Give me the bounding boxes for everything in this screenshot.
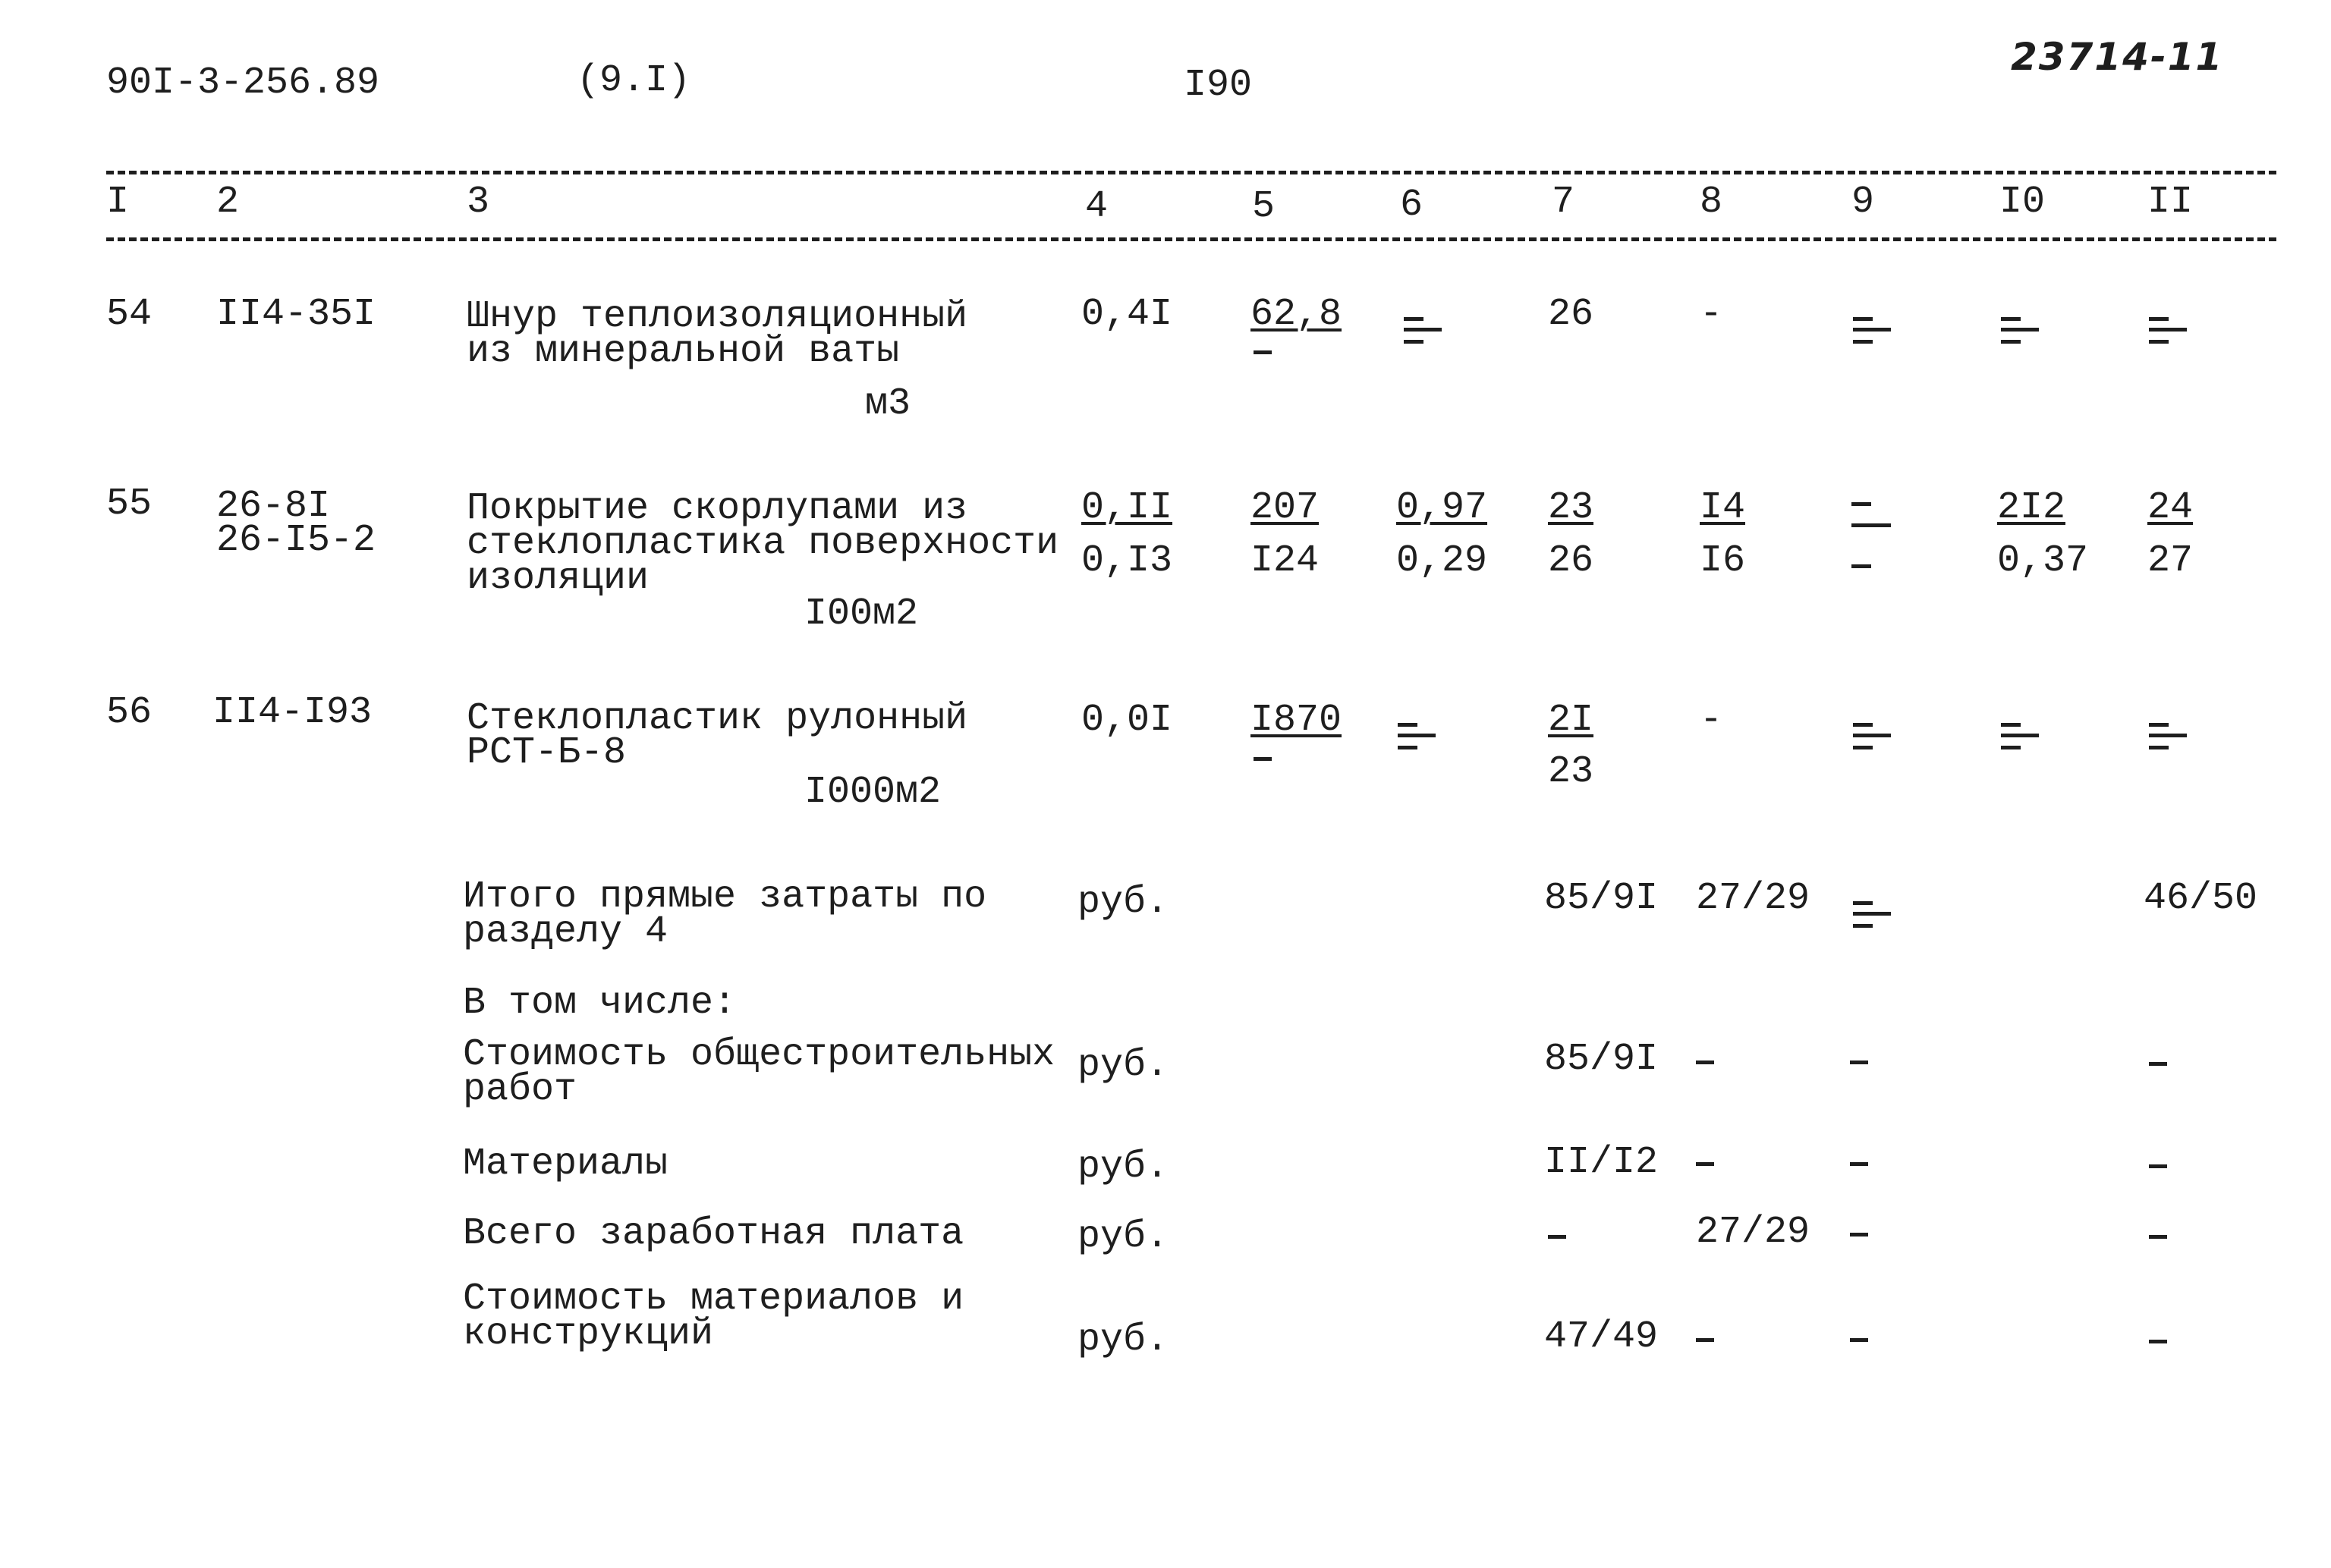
unit-label: руб. xyxy=(1077,1145,1169,1189)
item-code: 26-I5-2 xyxy=(216,519,376,562)
wages-cell-bottom: I6 xyxy=(1700,539,1746,583)
ditto-mark xyxy=(1851,311,1889,349)
dash-mark xyxy=(1851,502,1871,506)
materials-constructions-label: конструкций xyxy=(463,1312,714,1356)
column-header: 3 xyxy=(467,181,490,224)
unit-label: руб. xyxy=(1077,881,1169,924)
direct-costs-label: разделу 4 xyxy=(463,910,668,954)
document-code: 90I-3-256.89 xyxy=(106,61,380,105)
item-name-line: из минеральной ваты xyxy=(467,330,900,373)
column-header: 5 xyxy=(1252,185,1276,228)
dash-mark xyxy=(1850,1338,1868,1342)
overhead-cell-top: 24 xyxy=(2147,486,2194,529)
unit-cost-cell: 62,8 xyxy=(1250,293,1342,336)
item-code: 26-8I xyxy=(216,485,331,528)
item-code: II4-I93 xyxy=(212,691,373,734)
quantity-cell: 0,4I xyxy=(1081,293,1173,336)
ditto-mark xyxy=(1851,895,1889,933)
unit-cost-cell: I870 xyxy=(1250,699,1342,742)
ditto-mark xyxy=(1851,717,1889,755)
dash-mark xyxy=(1850,1061,1868,1064)
item-name-line: стеклопластика поверхности xyxy=(467,522,1059,565)
header-rule-top xyxy=(106,171,2276,174)
dash-mark xyxy=(1254,757,1272,761)
dash-mark xyxy=(1696,1338,1714,1342)
ditto-mark xyxy=(2147,311,2185,349)
overhead-cell-bottom: 27 xyxy=(2147,539,2194,583)
ditto-mark xyxy=(1402,311,1440,349)
unit-cost-cell-bottom: I24 xyxy=(1250,539,1320,583)
total-cost-cell-top: 2I xyxy=(1548,699,1594,742)
total-cost-cell: 85/9I xyxy=(1544,877,1659,920)
machine-cell-top: 2I2 xyxy=(1997,486,2066,529)
section-number: (9.I) xyxy=(577,59,691,102)
dash-mark xyxy=(2149,1062,2167,1066)
total-cost-cell-bottom: 26 xyxy=(1548,539,1594,583)
machine-cell-bottom: 0,37 xyxy=(1997,539,2089,583)
unit-cost-cell-top: 207 xyxy=(1250,486,1320,529)
labor-cell-bottom: 0,29 xyxy=(1396,539,1488,583)
total-cost-cell-top: 23 xyxy=(1548,486,1594,529)
ditto-mark xyxy=(1999,717,2037,755)
dash-mark xyxy=(1696,1061,1714,1064)
quantity-cell-bottom: 0,I3 xyxy=(1081,539,1173,583)
handwritten-inventory-number: 23714-11 xyxy=(2011,35,2224,79)
dash-mark xyxy=(1851,523,1891,527)
column-header: 6 xyxy=(1400,184,1423,227)
general-works-label: работ xyxy=(463,1068,577,1111)
column-header: II xyxy=(2147,181,2194,224)
item-name-line: Покрытие скорлупами из xyxy=(467,487,968,530)
dash-mark xyxy=(1548,1235,1566,1239)
quantity-cell: 0,0I xyxy=(1081,699,1173,742)
wages-cell: 27/29 xyxy=(1696,1211,1810,1254)
page-number: I90 xyxy=(1184,64,1253,107)
item-name-line: Шнур теплоизоляционный xyxy=(467,295,968,338)
dash-mark xyxy=(2149,1164,2167,1168)
column-header: 4 xyxy=(1085,185,1109,228)
general-works-label: Стоимость общестроительных xyxy=(463,1033,1055,1076)
column-header: I xyxy=(106,181,130,224)
direct-costs-label: Итого прямые затраты по xyxy=(463,875,987,919)
including-label: В том числе: xyxy=(463,982,737,1025)
total-cost-cell: 26 xyxy=(1548,293,1594,336)
dash-mark xyxy=(2149,1340,2167,1343)
total-cost-cell-bottom: 23 xyxy=(1548,750,1594,793)
dash-mark xyxy=(1254,350,1272,354)
row-number: 54 xyxy=(106,293,153,336)
column-header: 9 xyxy=(1851,181,1875,224)
item-unit: I00м2 xyxy=(804,592,919,636)
total-cost-cell: II/I2 xyxy=(1544,1141,1659,1184)
item-unit: I000м2 xyxy=(804,771,942,814)
row-number: 56 xyxy=(106,691,153,734)
unit-label: руб. xyxy=(1077,1318,1169,1362)
ditto-mark xyxy=(1396,717,1434,755)
total-cost-cell: 85/9I xyxy=(1544,1038,1659,1081)
item-name-line: РСТ-Б-8 xyxy=(467,731,627,775)
dash-mark xyxy=(1850,1233,1868,1236)
column-header: 8 xyxy=(1700,181,1723,224)
total-cost-cell: 47/49 xyxy=(1544,1315,1659,1359)
ditto-mark xyxy=(1999,311,2037,349)
row-number: 55 xyxy=(106,482,153,526)
item-name-line: Стеклопластик рулонный xyxy=(467,697,968,740)
wages-cell: 27/29 xyxy=(1696,877,1810,920)
dash-mark xyxy=(2149,1235,2167,1239)
dash-mark xyxy=(1850,1162,1868,1166)
labor-cell-top: 0,97 xyxy=(1396,486,1488,529)
unit-label: руб. xyxy=(1077,1215,1169,1258)
column-header: 2 xyxy=(216,181,240,224)
wages-label: Всего заработная плата xyxy=(463,1212,964,1255)
item-name-line: изоляции xyxy=(467,557,650,600)
item-unit: м3 xyxy=(865,382,911,426)
header-rule-bottom xyxy=(106,237,2276,241)
materials-label: Материалы xyxy=(463,1142,668,1186)
ditto-mark xyxy=(2147,717,2185,755)
column-header: I0 xyxy=(1999,181,2046,224)
column-header: 7 xyxy=(1552,181,1575,224)
wages-cell: - xyxy=(1700,293,1723,336)
wages-cell: - xyxy=(1700,699,1723,742)
dash-mark xyxy=(1851,564,1871,568)
quantity-cell-top: 0,II xyxy=(1081,486,1173,529)
unit-label: руб. xyxy=(1077,1044,1169,1087)
materials-constructions-label: Стоимость материалов и xyxy=(463,1277,964,1321)
wages-cell-top: I4 xyxy=(1700,486,1746,529)
item-code: II4-35I xyxy=(216,293,376,336)
overhead-cell: 46/50 xyxy=(2144,877,2258,920)
dash-mark xyxy=(1696,1162,1714,1166)
